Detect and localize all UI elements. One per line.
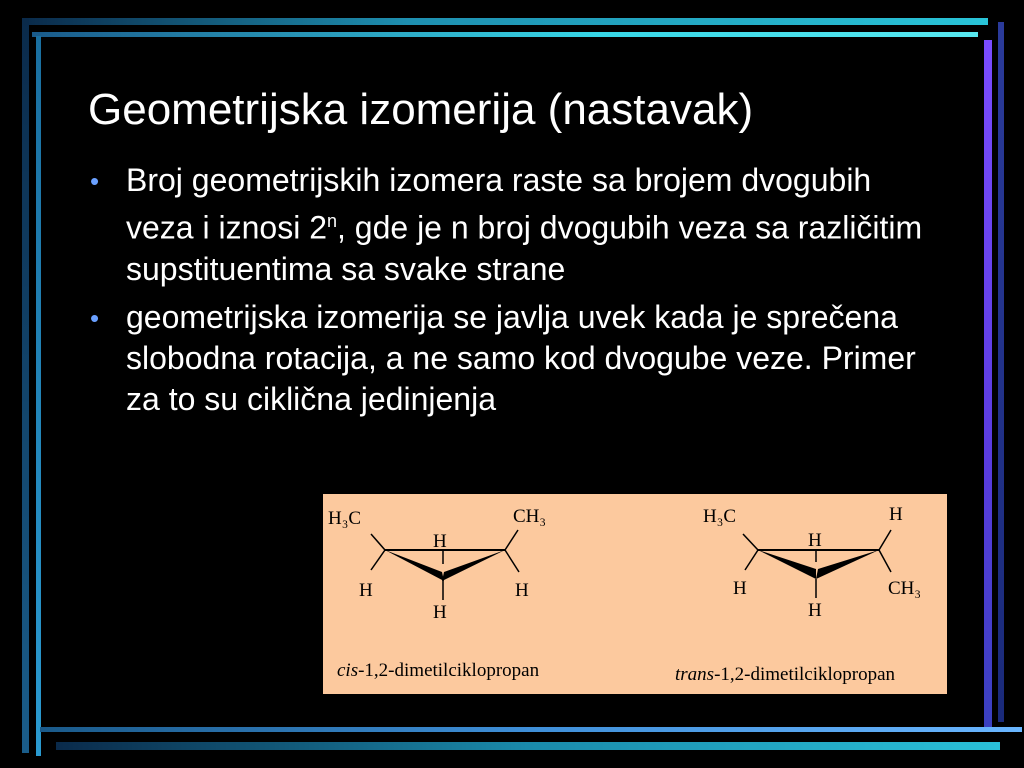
decor-bottom-bar-outer	[56, 742, 1000, 750]
decor-right-bar	[984, 40, 992, 728]
bullet-item	[88, 297, 938, 420]
substituent-bond	[879, 550, 891, 572]
label-ch3: CH₃	[513, 506, 547, 527]
label-h3c: H₃C	[703, 506, 737, 527]
label-h: H	[433, 602, 447, 623]
label-h: H	[808, 530, 822, 551]
label-h: H	[733, 578, 747, 599]
wedge-bond	[442, 550, 505, 581]
bullet-text-part: Broj geometrijskih izomera raste sa brojem dvogubih veza i iznosi 2	[126, 162, 872, 246]
bullet-dot-icon: •	[90, 166, 100, 196]
substituent-bond	[745, 550, 758, 570]
substituent-bond	[371, 534, 385, 550]
cis-structure	[328, 506, 546, 681]
label-h3c: H₃C	[328, 508, 362, 529]
wedge-bond	[758, 550, 816, 579]
bullet-superscript: n	[326, 211, 337, 231]
decor-left-bar	[22, 18, 29, 753]
bullet-text-part: , gde je n broj dvogubih veza sa različitim supstituentima sa svake strane	[126, 209, 923, 287]
substituent-bond	[505, 530, 518, 550]
bullet-dot-icon: •	[90, 302, 100, 333]
cis-name	[337, 660, 540, 681]
bullet-list	[88, 160, 938, 427]
trans-prefix: trans	[675, 664, 715, 685]
bullet-item	[88, 160, 938, 290]
substituent-bond	[743, 534, 758, 550]
substituent-bond	[505, 550, 519, 572]
cis-name-rest: -1,2-dimetilciklopropan	[358, 660, 540, 681]
trans-name	[675, 664, 896, 685]
trans-structure	[675, 504, 921, 685]
decor-top-bar	[22, 18, 988, 25]
label-h: H	[889, 504, 903, 525]
label-h: H	[359, 580, 373, 601]
cyclopropane-figure	[323, 494, 947, 694]
trans-name-rest: -1,2-dimetilciklopropan	[714, 664, 896, 685]
label-h: H	[808, 600, 822, 621]
slide-title: Geometrijska izomerija (nastavak)	[88, 85, 754, 134]
wedge-bond	[816, 550, 879, 579]
structures-drawing	[323, 494, 947, 694]
cis-prefix: cis	[337, 660, 359, 681]
label-h: H	[433, 531, 447, 552]
decor-left-bar-inner	[36, 36, 41, 756]
label-h: H	[515, 580, 529, 601]
decor-right-bar-outer	[998, 22, 1004, 722]
label-ch3: CH₃	[888, 578, 922, 599]
decor-bottom-bar	[40, 727, 1022, 732]
decor-top-bar-inner	[32, 32, 978, 37]
bullet-text: geometrijska izomerija se javlja uvek kada je sprečena slobodna rotacija, a ne samo kod dvogube veze. Primer za to su ciklična jedinjenja	[126, 298, 916, 417]
wedge-bond	[385, 550, 444, 581]
substituent-bond	[371, 550, 385, 570]
substituent-bond	[879, 530, 891, 550]
